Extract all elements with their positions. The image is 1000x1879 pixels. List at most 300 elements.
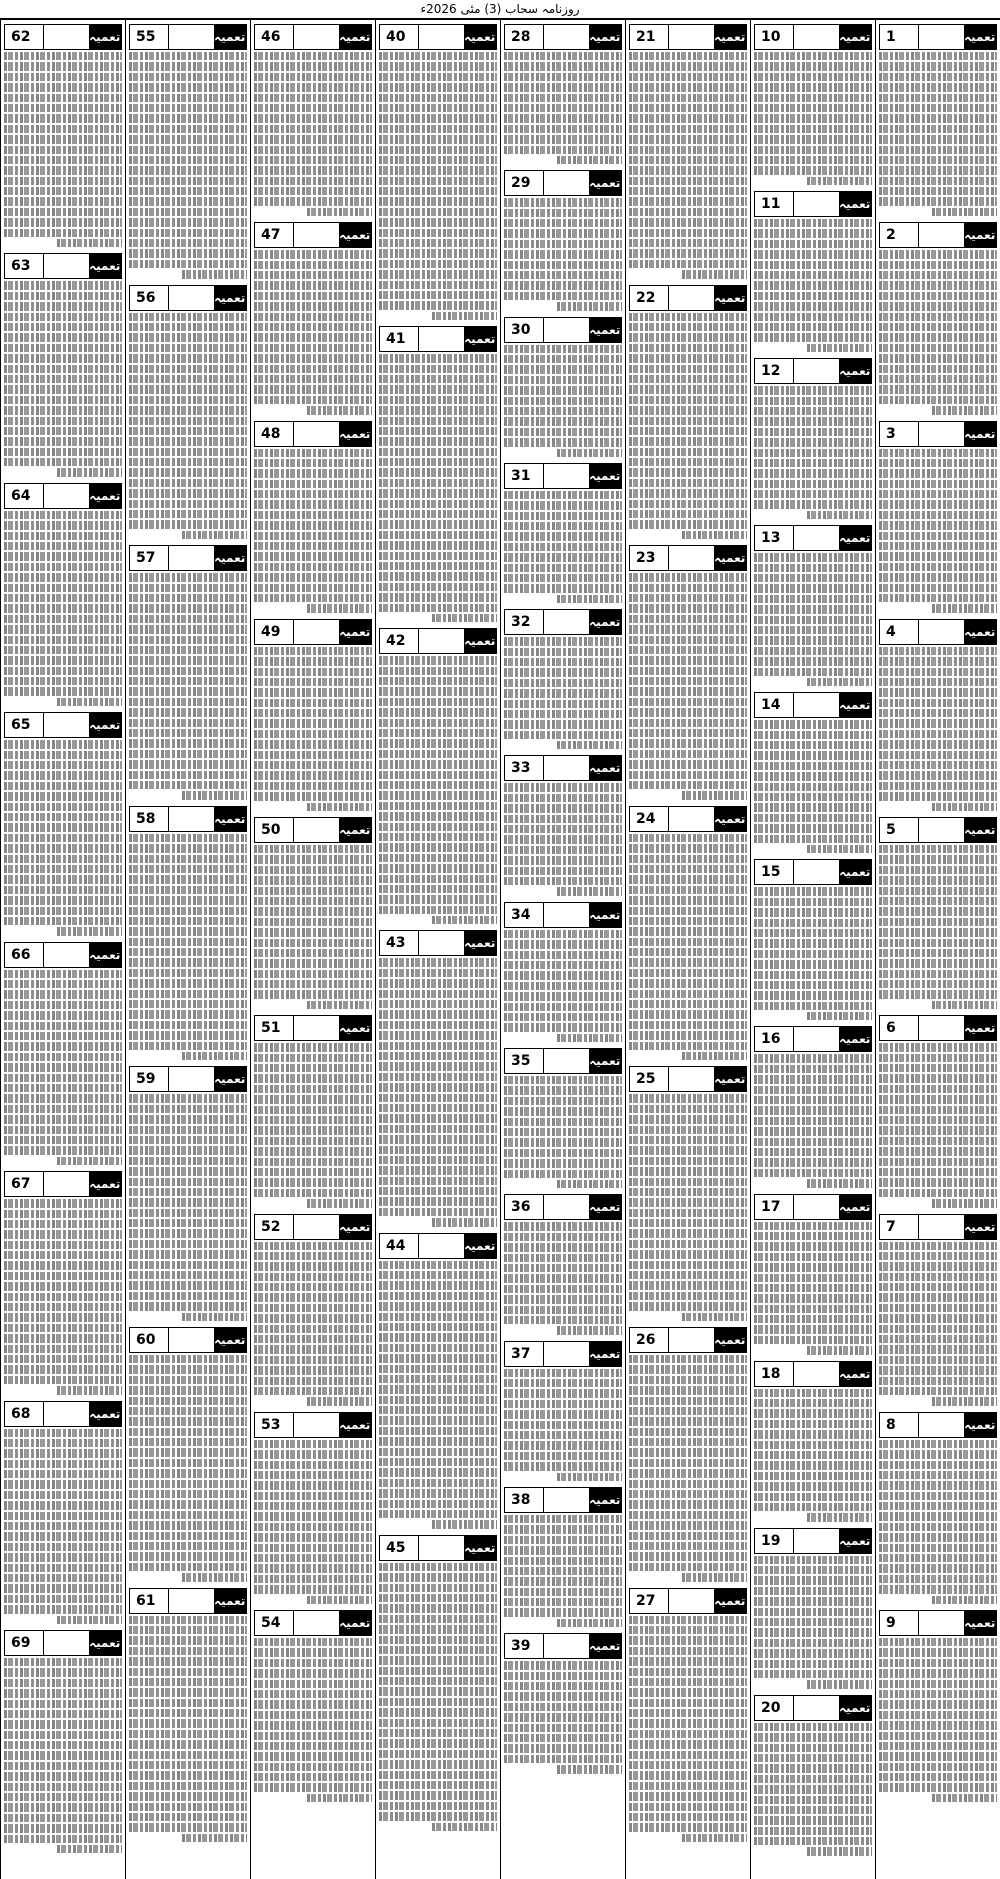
text-line	[254, 1554, 372, 1564]
text-line	[504, 679, 622, 689]
text-line	[504, 1316, 622, 1326]
entry-label: تعمیہ	[464, 1536, 496, 1560]
text-line	[4, 1011, 122, 1021]
text-line	[379, 1094, 497, 1104]
entry-blank-box	[793, 693, 838, 717]
text-line	[254, 1366, 372, 1376]
entry-blank-box	[543, 318, 588, 342]
text-line	[879, 1773, 997, 1783]
entry-number: 15	[755, 860, 793, 884]
entry-header	[504, 902, 622, 928]
text-line	[254, 990, 372, 1000]
text-line	[129, 489, 247, 499]
entry-text-block	[379, 1563, 497, 1833]
text-line	[629, 448, 747, 458]
text-line	[4, 1272, 122, 1282]
text-line	[504, 1013, 622, 1023]
text-line	[754, 1002, 872, 1012]
text-line	[629, 104, 747, 114]
entry-label: تعمیہ	[89, 1402, 121, 1426]
text-line	[629, 1240, 747, 1250]
text-line	[754, 814, 872, 824]
text-line	[379, 1437, 497, 1447]
text-line	[879, 1659, 997, 1669]
text-line	[254, 1293, 372, 1303]
text-line	[254, 1314, 372, 1324]
text-line	[129, 1761, 247, 1771]
text-line	[629, 135, 747, 145]
text-line	[254, 1700, 372, 1710]
entry-label: تعمیہ	[964, 1215, 996, 1239]
text-line	[879, 740, 997, 750]
text-line	[879, 1356, 997, 1366]
text-line	[4, 625, 122, 635]
entry-text-block	[504, 1369, 622, 1483]
text-line	[379, 270, 497, 280]
text-line	[629, 1521, 747, 1531]
text-line	[754, 302, 872, 312]
text-line	[629, 1407, 747, 1417]
text-line	[379, 1302, 497, 1312]
text-line	[504, 689, 622, 699]
text-line	[754, 1493, 872, 1503]
text-line	[4, 365, 122, 375]
text-line	[432, 1520, 497, 1530]
text-line	[4, 1136, 122, 1146]
text-line	[379, 448, 497, 458]
text-line	[4, 521, 122, 531]
text-line	[754, 1785, 872, 1795]
entry-number: 24	[630, 807, 668, 831]
text-line	[129, 1229, 247, 1239]
text-line	[629, 855, 747, 865]
entry-label: تعمیہ	[339, 1611, 371, 1635]
text-line	[379, 510, 497, 520]
text-line	[254, 354, 372, 364]
text-line	[254, 1168, 372, 1178]
text-line	[4, 62, 122, 72]
text-line	[629, 1042, 747, 1052]
entry-text-block	[254, 647, 372, 813]
text-line	[4, 1605, 122, 1615]
entry-number: 51	[255, 1016, 293, 1040]
text-line	[4, 1762, 122, 1772]
text-line	[4, 302, 122, 312]
text-line	[807, 511, 872, 521]
text-line	[504, 971, 622, 981]
text-line	[379, 375, 497, 385]
text-line	[129, 1188, 247, 1198]
text-line	[879, 1137, 997, 1147]
text-line	[129, 1532, 247, 1542]
entry-text-block	[504, 198, 622, 312]
text-line	[629, 677, 747, 687]
text-line	[129, 677, 247, 687]
text-line	[629, 1355, 747, 1365]
text-line	[629, 886, 747, 896]
entry-blank-box	[43, 484, 88, 508]
text-line	[129, 1730, 247, 1740]
text-line	[754, 271, 872, 281]
text-line	[754, 62, 872, 72]
text-line	[254, 125, 372, 135]
text-line	[254, 156, 372, 166]
entry-header	[254, 619, 372, 645]
text-line	[129, 990, 247, 1000]
text-line	[754, 1389, 872, 1399]
text-line	[504, 1598, 622, 1608]
text-line	[129, 969, 247, 979]
entry-number: 56	[130, 286, 168, 310]
text-line	[129, 1302, 247, 1312]
text-line	[4, 281, 122, 291]
text-line	[379, 73, 497, 83]
text-line	[4, 437, 122, 447]
entry-text-block	[754, 219, 872, 354]
text-line	[4, 771, 122, 781]
text-line	[682, 791, 747, 801]
text-line	[879, 657, 997, 667]
text-line	[754, 793, 872, 803]
text-line	[129, 875, 247, 885]
text-line	[504, 229, 622, 239]
text-line	[879, 1471, 997, 1481]
text-line	[254, 1502, 372, 1512]
text-line	[504, 1515, 622, 1525]
text-line	[504, 1264, 622, 1274]
entry-header	[629, 285, 747, 311]
text-line	[254, 1273, 372, 1283]
text-line	[129, 1365, 247, 1375]
text-line	[504, 1608, 622, 1618]
text-line	[504, 104, 622, 114]
entry-blank-box	[168, 1067, 213, 1091]
text-line	[129, 1240, 247, 1250]
text-line	[379, 572, 497, 582]
text-line	[879, 1147, 997, 1157]
text-line	[754, 94, 872, 104]
text-line	[4, 1814, 122, 1824]
text-line	[379, 1500, 497, 1510]
entry-label: تعمیہ	[589, 1634, 621, 1658]
text-line	[4, 146, 122, 156]
text-line	[4, 1700, 122, 1710]
text-line	[629, 1678, 747, 1688]
text-line	[254, 1773, 372, 1783]
text-line	[129, 729, 247, 739]
text-line	[379, 698, 497, 708]
text-line	[504, 1703, 622, 1713]
text-line	[4, 323, 122, 333]
text-line	[4, 218, 122, 228]
text-line	[682, 1313, 747, 1323]
text-line	[4, 584, 122, 594]
entry-text-block	[879, 647, 997, 813]
entry-header	[379, 1233, 497, 1259]
text-line	[4, 656, 122, 666]
text-line	[754, 908, 872, 918]
text-line	[254, 302, 372, 312]
text-line	[254, 699, 372, 709]
text-line	[254, 449, 372, 459]
text-line	[4, 94, 122, 104]
entry-label: تعمیہ	[839, 1195, 871, 1219]
text-line	[254, 469, 372, 479]
text-line	[629, 1459, 747, 1469]
entry-label: تعمیہ	[589, 1342, 621, 1366]
text-line	[879, 114, 997, 124]
text-line	[4, 1053, 122, 1063]
text-line	[4, 1522, 122, 1532]
text-line	[4, 114, 122, 124]
text-line	[129, 218, 247, 228]
text-line	[129, 313, 247, 323]
entry-blank-box	[793, 1195, 838, 1219]
text-line	[4, 1303, 122, 1313]
text-line	[754, 939, 872, 949]
text-line	[254, 511, 372, 521]
entry-text-block	[754, 1723, 872, 1858]
text-line	[754, 240, 872, 250]
entry-blank-box	[918, 422, 963, 446]
entry-header	[879, 1610, 997, 1636]
text-line	[754, 397, 872, 407]
text-line	[4, 1146, 122, 1156]
entry-blank-box	[543, 171, 588, 195]
text-line	[254, 1137, 372, 1147]
text-line	[254, 1262, 372, 1272]
text-line	[4, 187, 122, 197]
text-line	[4, 1105, 122, 1115]
text-line	[254, 939, 372, 949]
text-line	[754, 1409, 872, 1419]
text-line	[504, 428, 622, 438]
text-line	[629, 489, 747, 499]
text-line	[629, 125, 747, 135]
text-line	[254, 1377, 372, 1387]
entry-number: 32	[505, 610, 543, 634]
entry-header	[879, 222, 997, 248]
text-line	[504, 815, 622, 825]
entry-blank-box	[793, 192, 838, 216]
text-line	[379, 604, 497, 614]
text-line	[754, 1744, 872, 1754]
text-line	[879, 187, 997, 197]
text-line	[754, 1263, 872, 1273]
text-line	[379, 656, 497, 666]
text-line	[129, 1397, 247, 1407]
text-line	[129, 208, 247, 218]
text-line	[254, 928, 372, 938]
text-line	[379, 1750, 497, 1760]
entry-label: تعمیہ	[839, 1362, 871, 1386]
text-line	[254, 1440, 372, 1450]
text-line	[629, 1397, 747, 1407]
text-line	[629, 156, 747, 166]
text-line	[4, 917, 122, 927]
text-line	[379, 229, 497, 239]
text-line	[307, 208, 372, 218]
text-line	[4, 1032, 122, 1042]
entry-text-block	[879, 449, 997, 615]
entry-label: تعمیہ	[214, 807, 246, 831]
text-line	[629, 1178, 747, 1188]
text-line	[504, 940, 622, 950]
text-line	[379, 1510, 497, 1520]
text-line	[629, 197, 747, 207]
text-line	[129, 646, 247, 656]
entry-header	[879, 817, 997, 843]
text-line	[4, 1574, 122, 1584]
text-line	[4, 406, 122, 416]
text-line	[129, 1719, 247, 1729]
text-line	[129, 1771, 247, 1781]
text-line	[879, 1314, 997, 1324]
text-line	[629, 146, 747, 156]
entry-label: تعمیہ	[214, 1067, 246, 1091]
text-line	[379, 1812, 497, 1822]
text-line	[4, 1324, 122, 1334]
entry-number: 67	[5, 1172, 43, 1196]
text-line	[254, 1533, 372, 1543]
text-line	[129, 573, 247, 583]
text-line	[379, 1563, 497, 1573]
text-line	[629, 1792, 747, 1802]
text-line	[629, 260, 747, 270]
text-line	[129, 604, 247, 614]
text-line	[754, 146, 872, 156]
text-line	[754, 1639, 872, 1649]
text-line	[629, 907, 747, 917]
text-line	[754, 313, 872, 323]
text-line	[254, 52, 372, 62]
text-line	[879, 385, 997, 395]
text-line	[129, 855, 247, 865]
entry-text-block	[629, 52, 747, 281]
text-line	[629, 760, 747, 770]
text-line	[629, 834, 747, 844]
text-line	[879, 647, 997, 657]
text-line	[379, 520, 497, 530]
text-line	[379, 104, 497, 114]
text-line	[4, 740, 122, 750]
text-line	[754, 1482, 872, 1492]
text-line	[4, 396, 122, 406]
entry-label: تعمیہ	[89, 25, 121, 49]
text-line	[129, 1480, 247, 1490]
entry-header	[254, 1610, 372, 1636]
text-line	[629, 927, 747, 937]
text-line	[379, 1708, 497, 1718]
text-line	[4, 782, 122, 792]
text-line	[629, 437, 747, 447]
text-line	[4, 1512, 122, 1522]
text-line	[379, 1448, 497, 1458]
entry-blank-box	[293, 620, 338, 644]
entry-number: 6	[880, 1016, 918, 1040]
text-line	[754, 751, 872, 761]
text-line	[4, 1731, 122, 1741]
text-line	[504, 1076, 622, 1086]
text-line	[129, 1823, 247, 1833]
text-line	[379, 1802, 497, 1812]
entry-label: تعمیہ	[339, 1413, 371, 1437]
text-line	[879, 751, 997, 761]
text-line	[754, 73, 872, 83]
entry-text-block	[629, 1094, 747, 1323]
entry-blank-box	[793, 1362, 838, 1386]
text-line	[379, 531, 497, 541]
text-line	[629, 1782, 747, 1792]
news-column	[625, 20, 750, 1879]
entry-header	[129, 1588, 247, 1614]
text-line	[879, 323, 997, 333]
text-line	[504, 961, 622, 971]
text-line	[504, 1400, 622, 1410]
text-line	[807, 1513, 872, 1523]
text-line	[629, 520, 747, 530]
text-line	[129, 1292, 247, 1302]
text-line	[254, 918, 372, 928]
text-line	[254, 1575, 372, 1585]
text-line	[4, 646, 122, 656]
text-line	[629, 1647, 747, 1657]
text-line	[254, 313, 372, 323]
text-line	[879, 907, 997, 917]
text-line	[379, 437, 497, 447]
entry-header	[4, 942, 122, 968]
text-line	[254, 114, 372, 124]
text-line	[754, 929, 872, 939]
text-line	[129, 907, 247, 917]
text-line	[4, 1543, 122, 1553]
text-line	[129, 354, 247, 364]
text-line	[879, 156, 997, 166]
text-line	[504, 1369, 622, 1379]
text-line	[629, 1636, 747, 1646]
text-line	[504, 1431, 622, 1441]
entry-text-block	[754, 1222, 872, 1357]
entry-blank-box	[668, 1328, 713, 1352]
text-line	[379, 729, 497, 739]
text-line	[379, 500, 497, 510]
text-line	[629, 656, 747, 666]
entry-label: تعمیہ	[839, 1696, 871, 1720]
text-line	[379, 1677, 497, 1687]
text-line	[4, 208, 122, 218]
entry-blank-box	[293, 223, 338, 247]
entry-blank-box	[918, 223, 963, 247]
entry-text-block	[379, 958, 497, 1228]
text-line	[879, 1585, 997, 1595]
text-line	[254, 250, 372, 260]
text-line	[879, 146, 997, 156]
entry-text-block	[254, 845, 372, 1011]
text-line	[629, 114, 747, 124]
text-line	[879, 250, 997, 260]
text-line	[879, 1440, 997, 1450]
text-line	[379, 823, 497, 833]
text-line	[379, 1760, 497, 1770]
entry-blank-box	[668, 1067, 713, 1091]
text-line	[629, 510, 747, 520]
text-line	[504, 1410, 622, 1420]
entry-text-block	[254, 1638, 372, 1804]
text-line	[379, 135, 497, 145]
entry-label: تعمیہ	[339, 223, 371, 247]
text-line	[57, 1157, 122, 1167]
entry-header	[4, 1171, 122, 1197]
